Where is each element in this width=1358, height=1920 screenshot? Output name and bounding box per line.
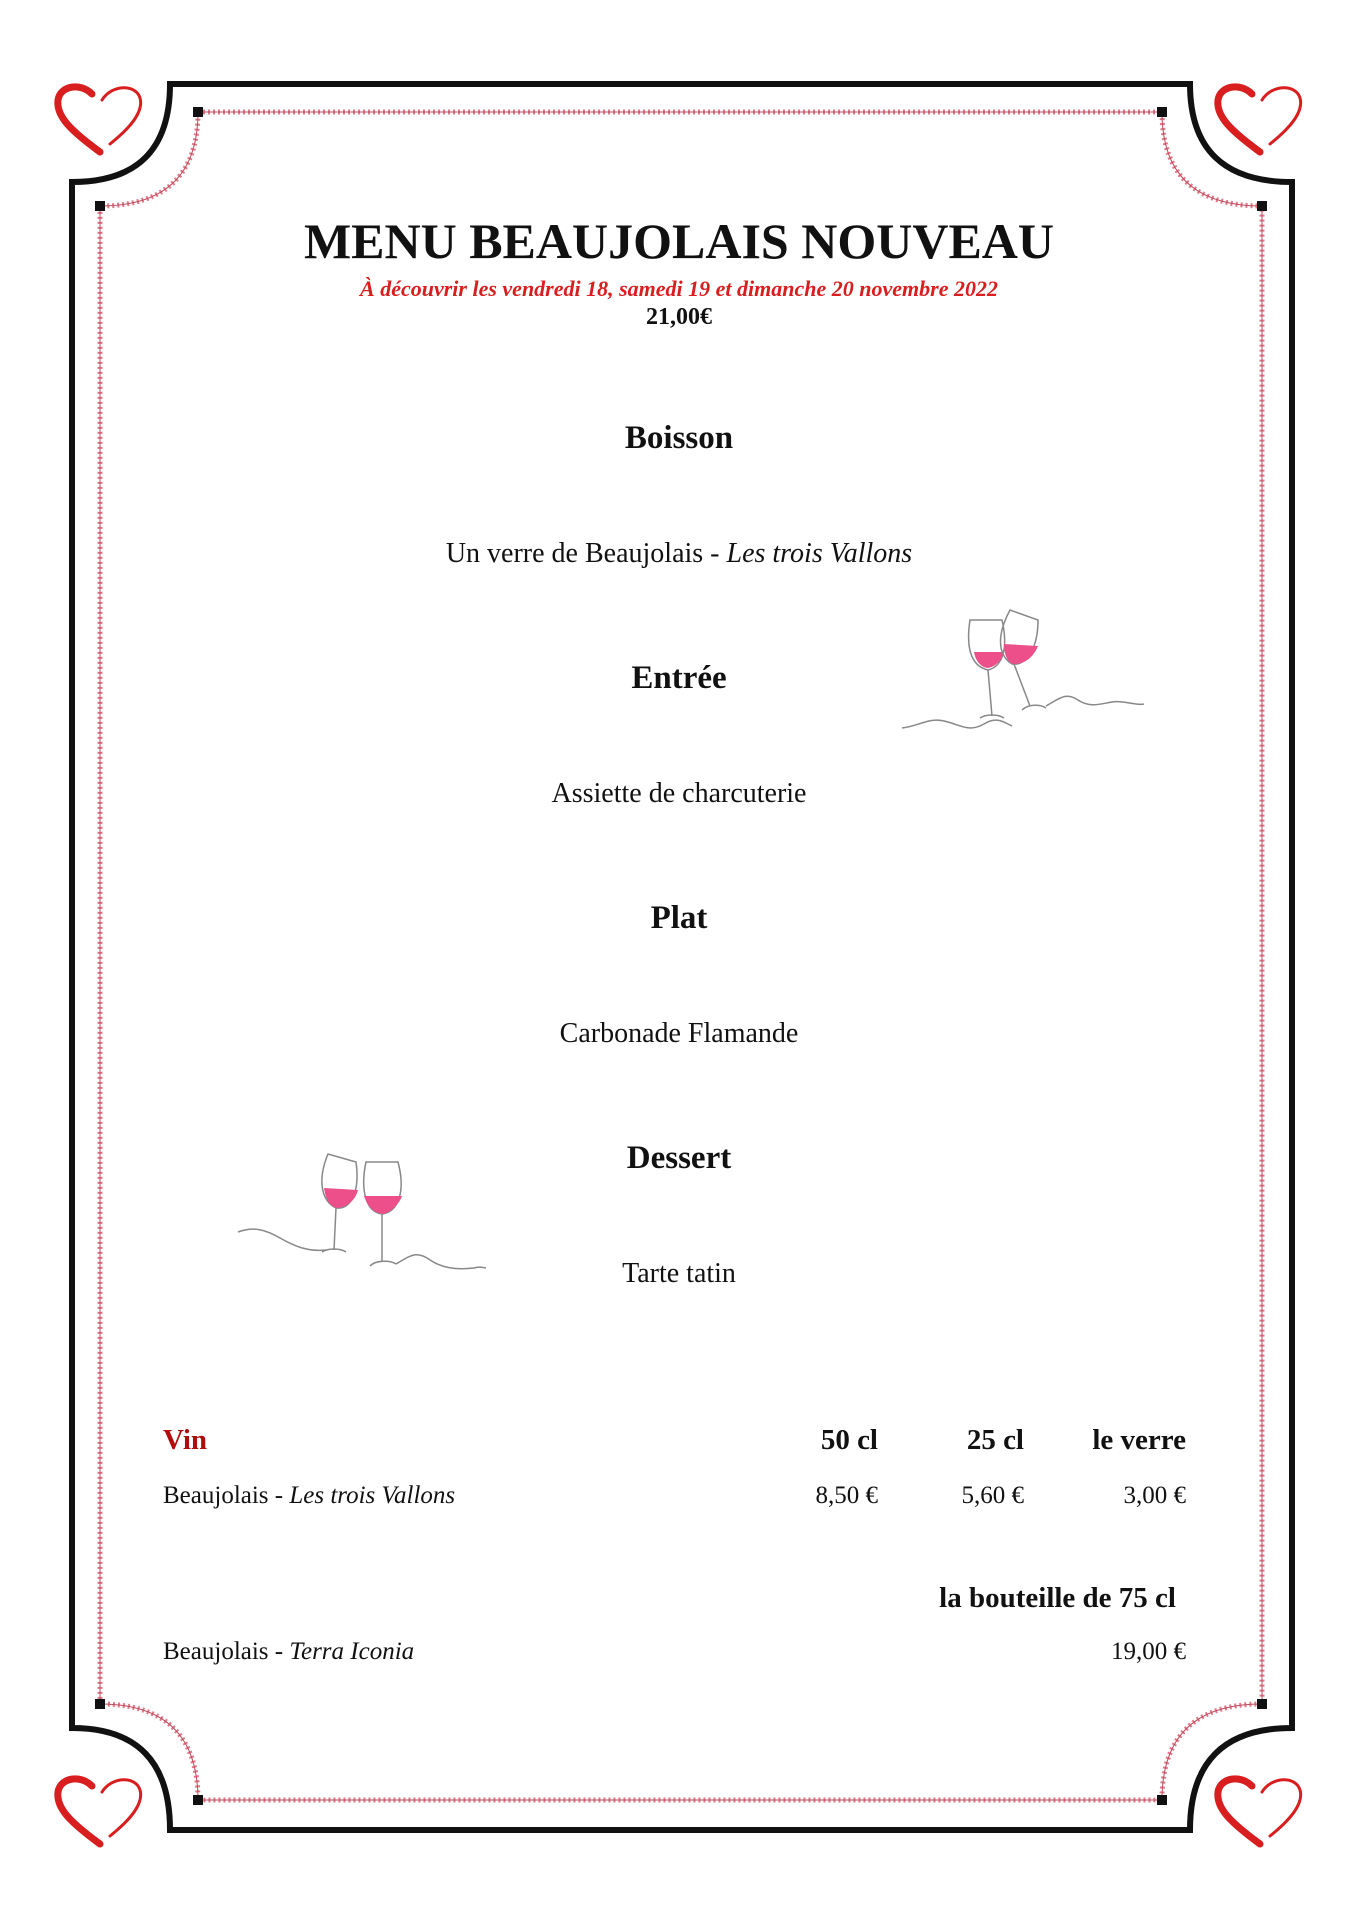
section-heading-dessert: Dessert [626, 1140, 732, 1176]
wine-name: Beaujolais - [163, 1482, 290, 1509]
section-heading-entree: Entrée [631, 660, 727, 696]
wine-name: Beaujolais - [163, 1638, 290, 1665]
section-heading-plat: Plat [650, 900, 708, 936]
wine-table-label: Vin [163, 1424, 208, 1456]
wine-col-25cl: 25 cl [966, 1424, 1024, 1456]
wine-price-bouteille: 19,00 € [1111, 1638, 1186, 1665]
wine-price-25cl: 5,60 € [961, 1482, 1024, 1509]
wine-row-terra-iconia [163, 1638, 414, 1666]
wine-price-50cl: 8,50 € [815, 1482, 878, 1509]
menu-price: 21,00€ [646, 304, 712, 330]
section-item-dessert: Tarte tatin [622, 1258, 736, 1289]
section-item-entree: Assiette de charcuterie [551, 778, 807, 809]
heart-icon [1210, 1770, 1310, 1850]
heart-icon [50, 1770, 150, 1850]
wine-name-italic: Terra Iconia [289, 1638, 415, 1665]
wine-row-trois-vallons [163, 1482, 455, 1510]
heart-icon [50, 78, 150, 158]
wine-col-verre: le verre [1092, 1424, 1186, 1456]
menu-dates: À découvrir les vendredi 18, samedi 19 et dimanche 20 novembre 2022 [360, 276, 998, 301]
wine-col-50cl: 50 cl [820, 1424, 878, 1456]
section-item-plat: Carbonade Flamande [559, 1018, 799, 1049]
menu-title: MENU BEAUJOLAIS NOUVEAU [303, 213, 1055, 269]
heart-icon [1210, 78, 1310, 158]
wine-name-italic: Les trois Vallons [289, 1482, 456, 1509]
wine-price-verre: 3,00 € [1123, 1482, 1186, 1509]
item-text-italic: Les trois Vallons [726, 538, 913, 569]
section-heading-boisson: Boisson [624, 420, 734, 456]
wine-col-bouteille: la bouteille de 75 cl [939, 1582, 1176, 1614]
item-text: Un verre de Beaujolais - [445, 538, 727, 569]
section-item-boisson [0, 538, 1358, 570]
